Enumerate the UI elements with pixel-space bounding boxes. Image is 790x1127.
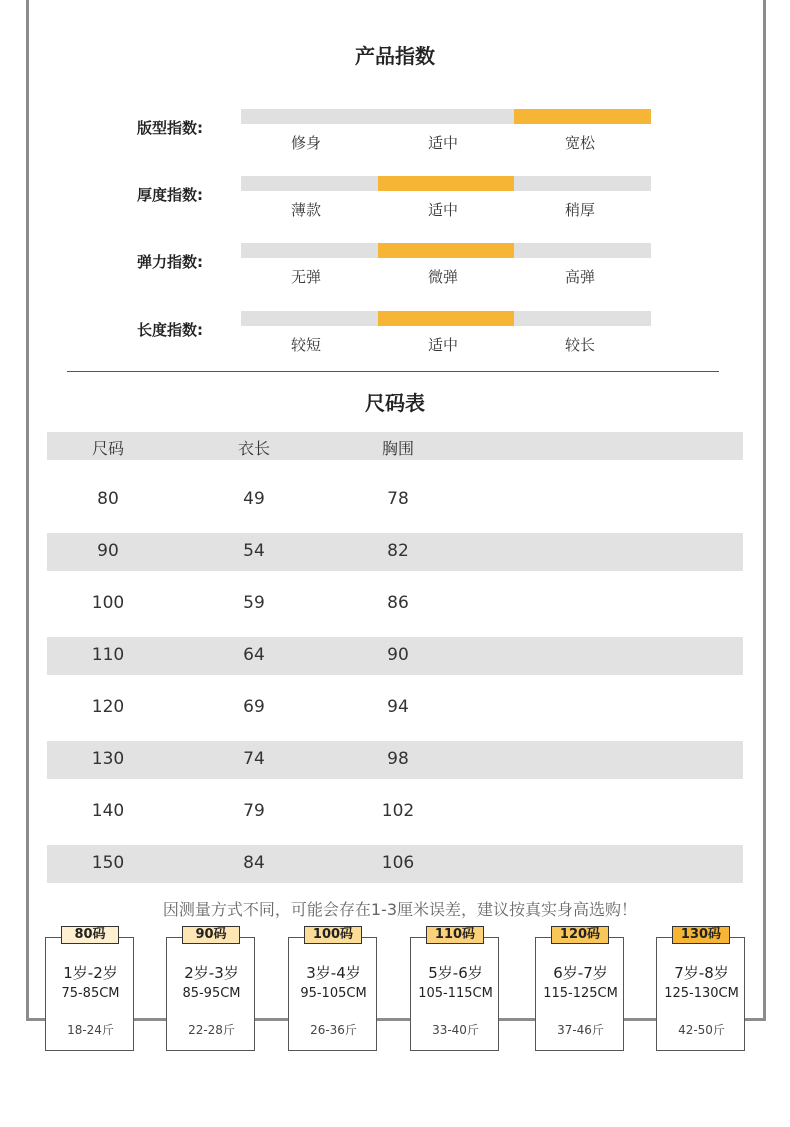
card-height: 115-125CM: [543, 986, 618, 1001]
index-label: 厚度指数:: [137, 186, 203, 204]
index-row: [0, 243, 790, 303]
card-height: 105-115CM: [418, 986, 493, 1001]
table-cell: 79: [243, 801, 265, 821]
table-cell: 59: [243, 593, 265, 613]
table-cell: 54: [243, 541, 265, 561]
table-header-cell: 胸围: [381, 439, 414, 458]
table-row: [47, 741, 743, 779]
card-age: 7岁-8岁: [674, 964, 729, 982]
table-cell: 100: [91, 593, 125, 613]
table-cell: 69: [243, 697, 265, 717]
card-age: 2岁-3岁: [184, 964, 239, 982]
size-chart-title: 尺码表: [365, 391, 425, 415]
index-bar-segment: [241, 243, 378, 258]
size-tag: 130码: [672, 926, 730, 944]
size-card: [166, 937, 255, 1051]
size-card: [410, 937, 499, 1051]
index-level-label: 高弹: [564, 268, 595, 286]
table-header-cell: 衣长: [237, 439, 270, 458]
index-bar: [241, 243, 651, 258]
index-level-label: 修身: [290, 134, 321, 152]
card-weight: 37-46斤: [557, 1023, 604, 1037]
card-height: 95-105CM: [300, 986, 367, 1001]
size-tag: 100码: [304, 926, 362, 944]
index-bar-active-segment: [514, 109, 651, 124]
index-label: 版型指数:: [137, 119, 203, 137]
table-cell: 120: [91, 697, 125, 717]
table-row: [47, 793, 743, 831]
size-tag: 110码: [426, 926, 484, 944]
index-label: 长度指数:: [137, 321, 203, 339]
index-level-label: 薄款: [290, 201, 321, 219]
size-tag: 80码: [61, 926, 119, 944]
index-bar: [241, 176, 651, 191]
size-card: [45, 937, 134, 1051]
index-bar: [241, 109, 651, 124]
index-bar-segment: [514, 311, 651, 326]
index-level-label: 稍厚: [564, 201, 595, 219]
card-height: 125-130CM: [664, 986, 739, 1001]
size-card: [656, 937, 745, 1051]
table-cell: 150: [91, 853, 125, 873]
table-cell: 49: [243, 489, 265, 509]
table-cell: 86: [387, 593, 409, 613]
table-row: [47, 637, 743, 675]
table-row: [47, 689, 743, 727]
card-weight: 42-50斤: [678, 1023, 725, 1037]
index-bar-segment: [241, 311, 378, 326]
card-age: 5岁-6岁: [428, 964, 483, 982]
index-bar-active-segment: [378, 311, 515, 326]
index-level-label: 适中: [427, 336, 458, 354]
size-tag: 90码: [182, 926, 240, 944]
index-bar-segment: [514, 243, 651, 258]
index-level-label: 适中: [427, 201, 458, 219]
index-level-label: 适中: [427, 134, 458, 152]
index-level-label: 无弹: [290, 268, 321, 286]
card-age: 3岁-4岁: [306, 964, 361, 982]
index-level-label: 较长: [564, 336, 595, 354]
index-level-label: 宽松: [564, 134, 595, 152]
table-row: [47, 585, 743, 623]
index-bar-segment: [378, 109, 515, 124]
table-cell: 82: [387, 541, 409, 561]
index-row: [0, 109, 790, 169]
index-bar-segment: [514, 176, 651, 191]
index-row: [0, 311, 790, 371]
index-bar-segment: [241, 176, 378, 191]
size-card: [535, 937, 624, 1051]
table-cell: 90: [387, 645, 409, 665]
size-tag: 120码: [551, 926, 609, 944]
table-cell: 90: [97, 541, 119, 561]
table-cell: 74: [243, 749, 265, 769]
index-bar: [241, 311, 651, 326]
index-level-label: 较短: [290, 336, 321, 354]
section-divider: [67, 371, 719, 372]
card-height: 85-95CM: [182, 986, 241, 1001]
card-weight: 33-40斤: [432, 1023, 479, 1037]
table-cell: 102: [381, 801, 415, 821]
index-bar-active-segment: [378, 243, 515, 258]
table-header-row: [47, 432, 743, 460]
table-cell: 130: [91, 749, 125, 769]
frame-bottom-border: [26, 1018, 766, 1021]
table-header-cell: 尺码: [91, 439, 124, 458]
card-weight: 18-24斤: [67, 1023, 114, 1037]
table-cell: 106: [381, 853, 415, 873]
card-height: 75-85CM: [61, 986, 120, 1001]
table-row: [47, 845, 743, 883]
table-cell: 98: [387, 749, 409, 769]
table-cell: 84: [243, 853, 265, 873]
index-bar-active-segment: [378, 176, 515, 191]
table-cell: 80: [97, 489, 119, 509]
card-age: 1岁-2岁: [63, 964, 118, 982]
size-card: [288, 937, 377, 1051]
table-cell: 78: [387, 489, 409, 509]
table-cell: 140: [91, 801, 125, 821]
index-level-label: 微弹: [427, 268, 458, 286]
table-cell: 110: [91, 645, 125, 665]
table-cell: 94: [387, 697, 409, 717]
card-weight: 22-28斤: [188, 1023, 235, 1037]
table-cell: 64: [243, 645, 265, 665]
index-label: 弹力指数:: [137, 253, 203, 271]
index-bar-segment: [241, 109, 378, 124]
table-row: [47, 481, 743, 519]
product-index-title: 产品指数: [355, 44, 435, 68]
card-age: 6岁-7岁: [553, 964, 608, 982]
table-row: [47, 533, 743, 571]
measurement-note: 因测量方式不同，可能会存在1-3厘米误差，建议按真实身高选购！: [162, 900, 638, 919]
card-weight: 26-36斤: [310, 1023, 357, 1037]
index-row: [0, 176, 790, 236]
